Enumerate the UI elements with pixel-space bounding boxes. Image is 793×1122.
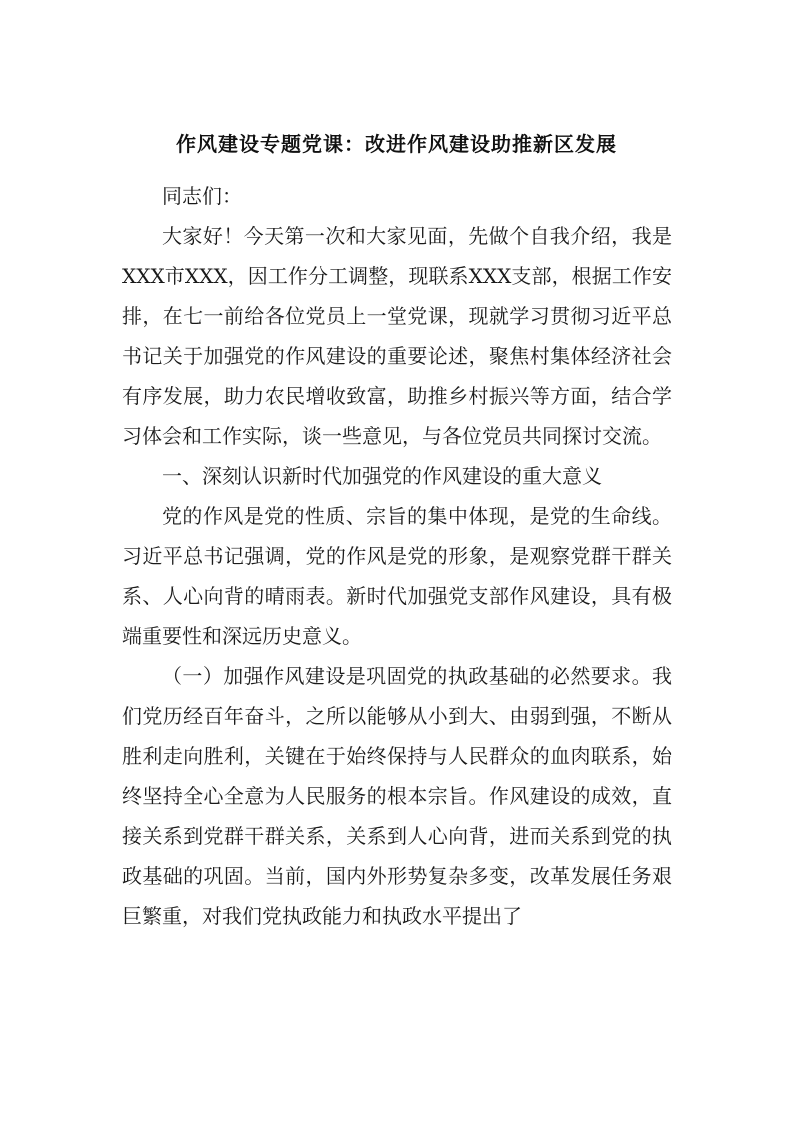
section-1-paragraph: 党的作风是党的性质、宗旨的集中体现，是党的生命线。习近平总书记强调，党的作风是党的形象，是观察党群干群关系、人心向背的晴雨表。新时代加强党支部作风建设，具有极端重要性和深远历史意义。 [122,504,672,648]
subsection-1-paragraph: （一）加强作风建设是巩固党的执政基础的必然要求。我们党历经百年奋斗，之所以能够从小到大、由弱到强，不断从胜利走向胜利，关键在于始终保持与人民群众的血肉联系，始终坚持全心全意为人民服务的根本宗旨。作风建设的成效，直接关系到党群干群关系，关系到人心向背，进而关系到党的执政基础的巩固。当前，国内外形势复杂多变，改革发展任务艰巨繁重，对我们党执政能力和执政水平提出了 [122,664,672,928]
section-heading-1: 一、深刻认识新时代加强党的作风建设的重大意义 [162,464,602,488]
salutation-paragraph: 同志们： [162,184,242,208]
intro-paragraph: 大家好！今天第一次和大家见面，先做个自我介绍，我是XXX市XXX，因工作分工调整，现联系XXX支部，根据工作安排，在七一前给各位党员上一堂党课，现就学习贯彻习近平总书记关于加强党的作风建设的重要论述，聚焦村集体经济社会有序发展，助力农民增收致富，助推乡村振兴等方面，结合学习体会和工作实际，谈一些意见，与各位党员共同探讨交流。 [122,224,672,448]
document-title: 作风建设专题党课：改进作风建设助推新区发展 [176,132,617,156]
document-body [122,170,672,936]
